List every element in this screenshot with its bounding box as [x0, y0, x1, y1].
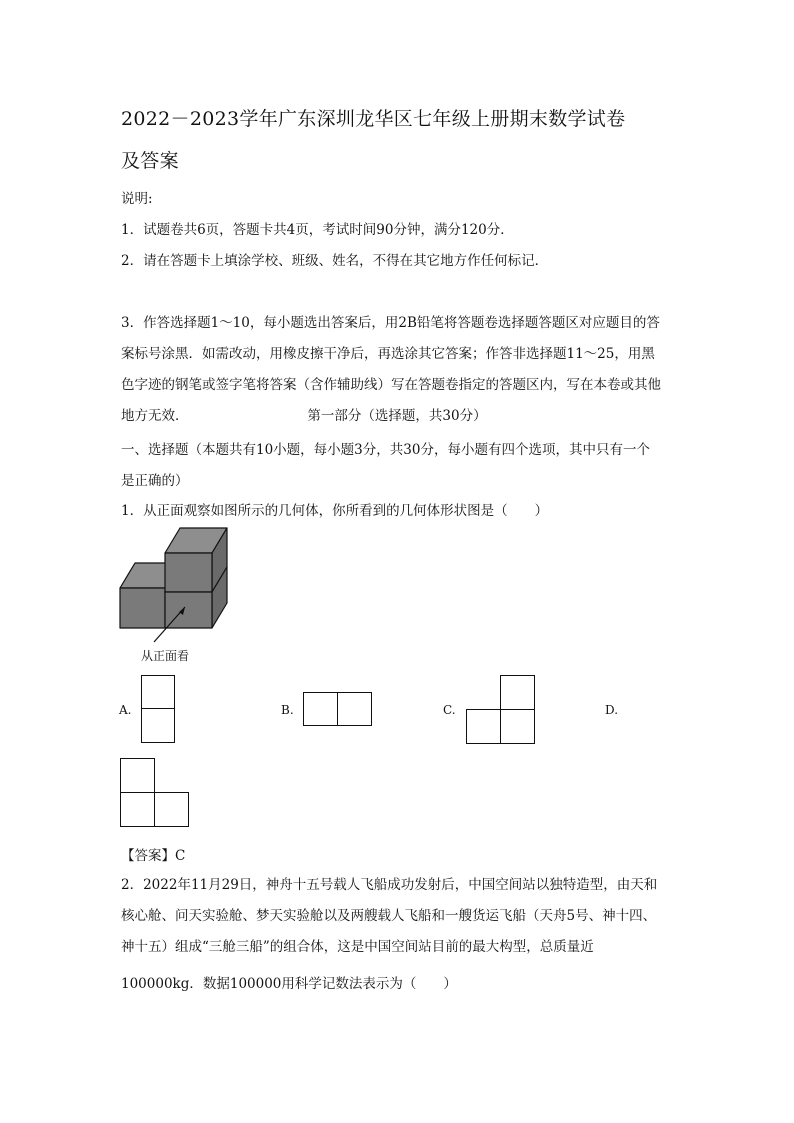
section-heading-line-1: 一、选择题（本题共有10小题，每小题3分，共30分，每小题有四个选项，其中只有一个: [121, 442, 650, 458]
option-c-label: C.: [443, 703, 456, 717]
question-2-line-4: 100000kg．数据100000用科学记数法表示为（ ）: [121, 976, 457, 992]
instructions-label: 说明:: [121, 191, 153, 207]
option-b-label: B.: [281, 703, 294, 717]
question-1-stem: 1．从正面观察如图所示的几何体，你所看到的几何体形状图是（ ）: [121, 503, 549, 519]
option-a-label: A.: [119, 703, 132, 717]
document-title-line-1: 2022－2023学年广东深圳龙华区七年级上册期末数学试卷: [121, 108, 626, 130]
note-line-4: 案标号涂黑．如需改动，用橡皮擦干净后，再选涂其它答案；作答非选择题11～25，用黑: [121, 346, 655, 362]
section-heading-line-2: 是正确的）: [121, 473, 189, 489]
option-b-shape: [303, 692, 372, 727]
note-line-2: 2．请在答题卡上填涂学校、班级、姓名，不得在其它地方作任何标记．: [121, 253, 549, 269]
option-a-shape: [141, 675, 175, 743]
question-2-line-3: 神十五）组成“三舱三船”的组合体，这是中国空间站目前的最大构型，总质量近: [121, 939, 594, 955]
option-c-shape: [466, 675, 535, 744]
option-d-label: D.: [605, 703, 619, 717]
note-line-5: 色字迹的钢笔或签字笔将答案（含作辅助线）写在答题卷指定的答题区内，写在本卷或其他: [121, 377, 661, 393]
document-title-line-2: 及答案: [121, 150, 179, 172]
figure-caption: 从正面看: [141, 649, 190, 663]
question-2-line-1: 2．2022年11月29日，神舟十五号载人飞船成功发射后，中国空间站以独特造型，由天和: [121, 877, 658, 893]
note-line-1: 1．试题卷共6页，答题卡共4页，考试时间90分钟，满分120分．: [121, 222, 514, 238]
note-line-3: 3．作答选择题1～10，每小题选出答案后，用2B铅笔将答题卷选择题答题区对应题目的答: [121, 315, 660, 331]
part-heading: 第一部分（选择题，共30分）: [307, 408, 487, 424]
question-1-answer: 【答案】C: [121, 848, 186, 864]
note-line-6: 地方无效．: [121, 408, 189, 424]
option-d-shape: [120, 758, 189, 827]
question-2-line-2: 核心舱、问天实验舱、梦天实验舱以及两艘载人飞船和一艘货运飞船（天舟5号、神十四、: [121, 908, 657, 924]
